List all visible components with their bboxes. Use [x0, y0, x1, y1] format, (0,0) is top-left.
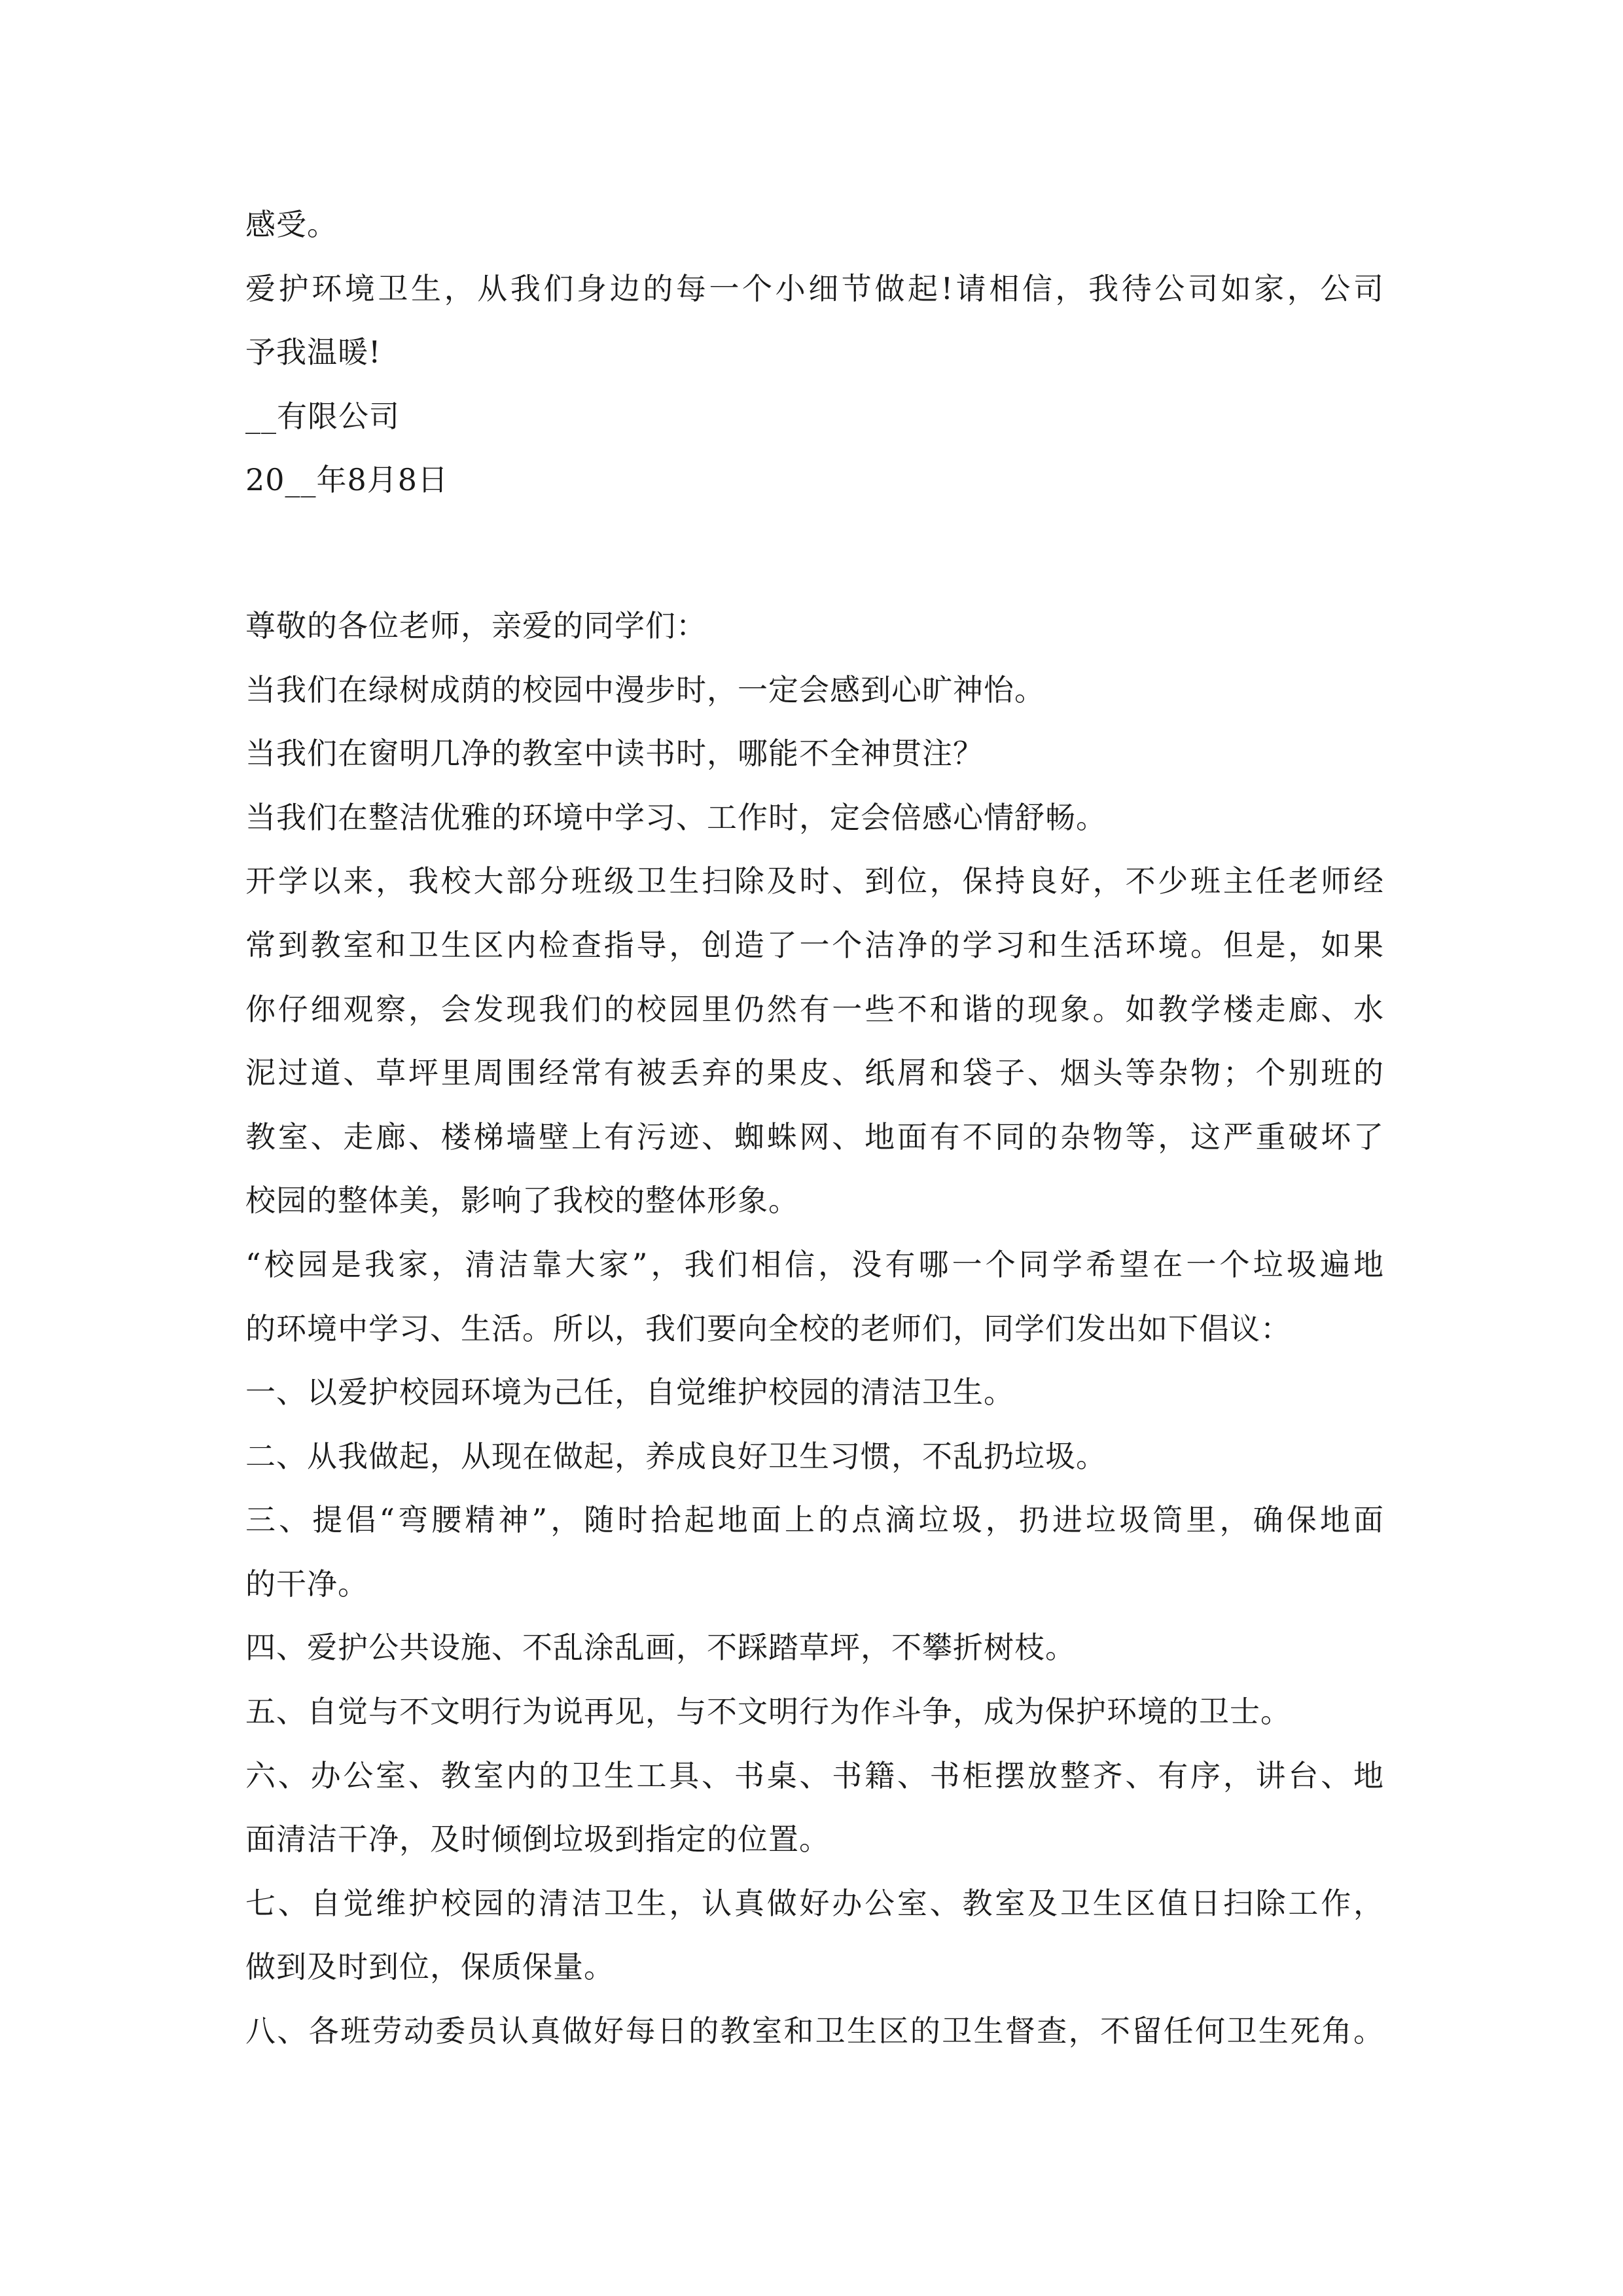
- text-line: 当我们在窗明几净的教室中读书时，哪能不全神贯注？: [245, 736, 984, 772]
- text-line: 的干净。: [245, 1566, 368, 1602]
- text-line: 当我们在整洁优雅的环境中学习、工作时，定会倍感心情舒畅。: [245, 799, 1107, 835]
- proposal-item: 五、自觉与不文明行为说再见，与不文明行为作斗争，成为保护环境的卫士。: [245, 1694, 1291, 1730]
- letter-closing-section: [245, 193, 1384, 512]
- salutation: 尊敬的各位老师，亲爱的同学们：: [245, 607, 707, 643]
- text-line: “校园是我家，清洁靠大家”，我们相信，没有哪一个同学希望在一个垃圾遍地: [245, 1246, 1384, 1282]
- proposal-item: 七、自觉维护校园的清洁卫生，认真做好办公室、教室及卫生区值日扫除工作，: [245, 1885, 1384, 1921]
- text-line: 你仔细观察，会发现我们的校园里仍然有一些不和谐的现象。如教学楼走廊、水: [245, 991, 1384, 1027]
- text-line: 开学以来，我校大部分班级卫生扫除及时、到位，保持良好，不少班主任老师经: [245, 863, 1384, 899]
- text-line: 泥过道、草坪里周围经常有被丢弃的果皮、纸屑和袋子、烟头等杂物；个别班的: [245, 1055, 1384, 1091]
- company-signature: __有限公司: [245, 398, 400, 434]
- letter-date: 20__年8月8日: [245, 462, 449, 498]
- text-line: 的环境中学习、生活。所以，我们要向全校的老师们，同学们发出如下倡议：: [245, 1310, 1291, 1346]
- section-gap: [245, 512, 1384, 594]
- text-line: 做到及时到位，保质保量。: [245, 1949, 615, 1985]
- proposal-item: 六、办公室、教室内的卫生工具、书桌、书籍、书柜摆放整齐、有序，讲台、地: [245, 1757, 1384, 1793]
- text-line: 予我温暖!: [245, 334, 382, 370]
- text-line: 当我们在绿树成荫的校园中漫步时，一定会感到心旷神怡。: [245, 672, 1045, 708]
- proposal-item: 三、提倡“弯腰精神”，随时拾起地面上的点滴垃圾，扔进垃圾筒里，确保地面: [245, 1502, 1384, 1538]
- text-line: 爱护环境卫生，从我们身边的每一个小细节做起!请相信，我待公司如家，公司: [245, 270, 1384, 306]
- text-line: 校园的整体美，影响了我校的整体形象。: [245, 1183, 799, 1219]
- text-line: 面清洁干净，及时倾倒垃圾到指定的位置。: [245, 1821, 830, 1857]
- text-line: 教室、走廊、楼梯墙壁上有污迹、蜘蛛网、地面有不同的杂物等，这严重破坏了: [245, 1119, 1384, 1155]
- proposal-section: [245, 594, 1384, 2064]
- proposal-item: 二、从我做起，从现在做起，养成良好卫生习惯，不乱扔垃圾。: [245, 1438, 1107, 1474]
- document-page: [245, 193, 1384, 2064]
- proposal-item: 四、爱护公共设施、不乱涂乱画，不踩踏草坪，不攀折树枝。: [245, 1630, 1076, 1666]
- proposal-item: 八、各班劳动委员认真做好每日的教室和卫生区的卫生督查，不留任何卫生死角。: [245, 2013, 1384, 2049]
- proposal-item: 一、以爱护校园环境为己任，自觉维护校园的清洁卫生。: [245, 1374, 1014, 1410]
- text-line: 感受。: [245, 207, 338, 242]
- text-line: 常到教室和卫生区内检查指导，创造了一个洁净的学习和生活环境。但是，如果: [245, 927, 1384, 963]
